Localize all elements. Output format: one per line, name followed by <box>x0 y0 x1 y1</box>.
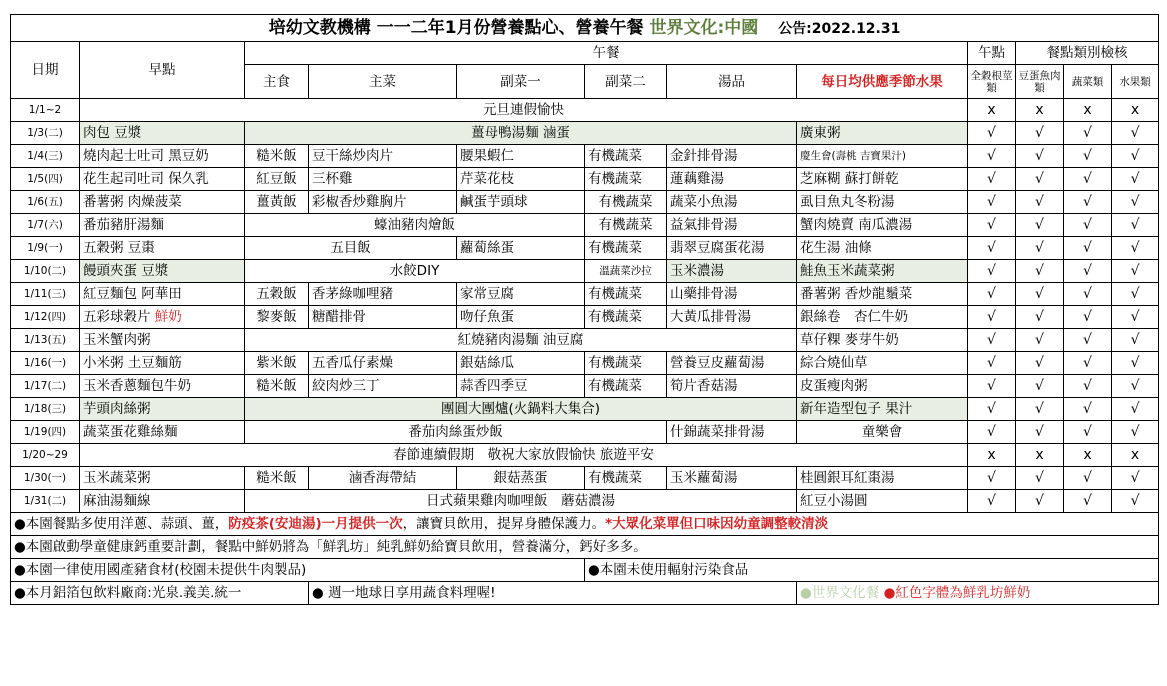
snack-cell: 銀絲卷 杏仁牛奶 <box>797 306 968 329</box>
header-main-dish: 主菜 <box>309 65 457 99</box>
header-breakfast: 早點 <box>80 42 245 99</box>
snack-cell: 番薯粥 香炒龍鬚菜 <box>797 283 968 306</box>
check-mark: √ <box>1016 168 1064 191</box>
breakfast-text: 番茄豬肝湯麵 <box>83 217 164 233</box>
menu-table <box>10 14 1159 605</box>
soup-cell: 蓮藕雞湯 <box>667 168 797 191</box>
menu-row <box>11 191 1159 214</box>
side1-cell: 蒜香四季豆 <box>457 375 585 398</box>
side2-cell: 有機蔬菜 <box>585 375 667 398</box>
notice-date: 公告:2022.12.31 <box>778 20 901 37</box>
breakfast-cell <box>80 191 245 214</box>
side2-cell: 有機蔬菜 <box>585 352 667 375</box>
check-mark: √ <box>968 260 1016 283</box>
main-dish-cell: 香茅綠咖哩豬 <box>309 283 457 306</box>
header-staple: 主食 <box>245 65 309 99</box>
check-mark: √ <box>1112 168 1159 191</box>
check-mark: x <box>1016 444 1064 467</box>
check-mark: √ <box>1016 145 1064 168</box>
lunch-cell: 日式蘋果雞肉咖哩飯 蘑菇濃湯 <box>245 490 797 513</box>
check-mark: √ <box>1064 191 1112 214</box>
holiday-cell: 元旦連假愉快 <box>80 99 968 122</box>
check-mark: √ <box>1064 122 1112 145</box>
footer-text: ，讓寶貝飲用，提昇身體保護力。 <box>402 516 606 532</box>
check-mark: x <box>1112 99 1159 122</box>
check-mark: √ <box>1064 467 1112 490</box>
legend-culture: ●世界文化餐 <box>800 585 880 601</box>
date-cell: 1/31(二) <box>11 490 80 513</box>
footer-text: ●本園餐點多使用洋蔥、蒜頭、薑， <box>14 516 229 532</box>
lunch-cell: 團圓大團爐(火鍋料大集合) <box>245 398 797 421</box>
breakfast-text: 麻油湯麵線 <box>83 493 151 509</box>
soup-cell: 營養豆皮蘿蔔湯 <box>667 352 797 375</box>
check-mark: √ <box>968 329 1016 352</box>
date-cell: 1/19(四) <box>11 421 80 444</box>
header-snack: 午點 <box>968 42 1016 65</box>
org-name: 培幼文教機構 <box>268 17 371 38</box>
check-mark: √ <box>1112 375 1159 398</box>
side1-cell: 芹菜花枝 <box>457 168 585 191</box>
header-check-grain: 全穀根莖類 <box>968 65 1016 99</box>
check-mark: √ <box>1016 421 1064 444</box>
lunch-cell: 薑母鴨湯麵 滷蛋 <box>245 122 797 145</box>
menu-row <box>11 122 1159 145</box>
snack-cell: 虱目魚丸冬粉湯 <box>797 191 968 214</box>
side2-cell: 有機蔬菜 <box>585 145 667 168</box>
side1-cell: 吻仔魚蛋 <box>457 306 585 329</box>
soup-cell: 筍片香菇湯 <box>667 375 797 398</box>
menu-row <box>11 99 1159 122</box>
date-cell: 1/18(三) <box>11 398 80 421</box>
footer-note-2: ●本園啟動學童健康鈣重要計劃，餐點中鮮奶將為「鮮乳坊」純乳鮮奶給寶貝飲用，營養滿分，鈣好多多。 <box>11 536 1159 559</box>
lunch-cell: 紅燒豬肉湯麵 油豆腐 <box>245 329 797 352</box>
staple-cell: 糙米飯 <box>245 467 309 490</box>
check-mark: √ <box>1112 352 1159 375</box>
staple-cell: 黎麥飯 <box>245 306 309 329</box>
date-cell: 1/17(二) <box>11 375 80 398</box>
footer-legend <box>797 582 1159 605</box>
breakfast-text: 燒肉起士吐司 黑豆奶 <box>83 148 209 164</box>
date-cell: 1/1~2 <box>11 99 80 122</box>
check-mark: √ <box>968 145 1016 168</box>
menu-row <box>11 168 1159 191</box>
date-cell: 1/13(五) <box>11 329 80 352</box>
snack-cell: 廣東粥 <box>797 122 968 145</box>
check-mark: x <box>1064 99 1112 122</box>
menu-row <box>11 283 1159 306</box>
breakfast-cell <box>80 237 245 260</box>
check-mark: √ <box>1112 467 1159 490</box>
date-cell: 1/7(六) <box>11 214 80 237</box>
breakfast-text: 五彩球穀片 <box>83 309 151 325</box>
side2-cell: 有機蔬菜 <box>585 168 667 191</box>
soup-cell: 蔬菜小魚湯 <box>667 191 797 214</box>
check-mark: √ <box>1112 191 1159 214</box>
menu-row <box>11 306 1159 329</box>
check-mark: √ <box>968 375 1016 398</box>
footer-note-4b: ● 週一地球日享用蔬食料理喔! <box>309 582 797 605</box>
date-cell: 1/16(一) <box>11 352 80 375</box>
check-mark: √ <box>1016 191 1064 214</box>
check-mark: √ <box>1064 260 1112 283</box>
header-check-veg: 蔬菜類 <box>1064 65 1112 99</box>
breakfast-text: 五穀粥 豆棗 <box>83 240 155 256</box>
check-mark: √ <box>1016 122 1064 145</box>
breakfast-cell <box>80 260 245 283</box>
soup-cell: 什錦蔬菜排骨湯 <box>667 421 797 444</box>
snack-cell: 蟹肉燒賣 南瓜濃湯 <box>797 214 968 237</box>
title-row <box>11 15 1159 42</box>
soup-cell: 玉米濃湯 <box>667 260 797 283</box>
check-mark: √ <box>1064 421 1112 444</box>
soup-cell: 山藥排骨湯 <box>667 283 797 306</box>
menu-sheet <box>10 14 1158 605</box>
main-dish-cell: 三杯雞 <box>309 168 457 191</box>
check-mark: √ <box>1064 306 1112 329</box>
breakfast-cell <box>80 490 245 513</box>
check-mark: √ <box>968 306 1016 329</box>
check-mark: √ <box>1064 352 1112 375</box>
check-mark: √ <box>1064 375 1112 398</box>
soup-cell: 翡翠豆腐蛋花湯 <box>667 237 797 260</box>
check-mark: √ <box>968 467 1016 490</box>
main-dish-cell: 五香瓜仔素燥 <box>309 352 457 375</box>
check-mark: √ <box>1112 260 1159 283</box>
check-mark: √ <box>968 237 1016 260</box>
menu-row <box>11 260 1159 283</box>
check-mark: √ <box>1112 145 1159 168</box>
check-mark: √ <box>968 421 1016 444</box>
header-side2: 副菜二 <box>585 65 667 99</box>
breakfast-text: 紅豆麵包 阿華田 <box>83 286 182 302</box>
header-date: 日期 <box>11 42 80 99</box>
breakfast-cell <box>80 398 245 421</box>
check-mark: √ <box>1112 122 1159 145</box>
header-check-protein: 豆蛋魚肉類 <box>1016 65 1064 99</box>
date-cell: 1/11(三) <box>11 283 80 306</box>
date-cell: 1/30(一) <box>11 467 80 490</box>
check-mark: √ <box>1016 214 1064 237</box>
title-cell <box>11 15 1159 42</box>
check-mark: √ <box>1112 421 1159 444</box>
snack-cell: 草仔粿 麥芽牛奶 <box>797 329 968 352</box>
breakfast-cell <box>80 306 245 329</box>
breakfast-text: 玉米蔬菜粥 <box>83 470 151 486</box>
breakfast-cell <box>80 329 245 352</box>
check-mark: x <box>968 444 1016 467</box>
header-snack-note: 每日均供應季節水果 <box>797 65 968 99</box>
footer-note-1 <box>11 513 1159 536</box>
footer-note-4a: ●本月鋁箔包飲料廠商:光泉.義美.統一 <box>11 582 309 605</box>
footer-line-3 <box>11 559 1159 582</box>
staple-cell: 糙米飯 <box>245 145 309 168</box>
side2-cell: 有機蔬菜 <box>585 467 667 490</box>
menu-row <box>11 375 1159 398</box>
breakfast-text: 肉包 豆漿 <box>83 125 142 141</box>
lunch-main-cell: 水餃DIY <box>245 260 585 283</box>
check-mark: x <box>1064 444 1112 467</box>
breakfast-cell <box>80 168 245 191</box>
snack-cell: 芝麻糊 蘇打餅乾 <box>797 168 968 191</box>
check-mark: √ <box>1016 352 1064 375</box>
side2-cell: 有機蔬菜 <box>585 191 667 214</box>
soup-cell: 金針排骨湯 <box>667 145 797 168</box>
soup-cell: 益氣排骨湯 <box>667 214 797 237</box>
breakfast-text: 饅頭夾蛋 豆漿 <box>83 263 169 279</box>
main-dish-cell: 滷香海帶結 <box>309 467 457 490</box>
date-cell: 1/6(五) <box>11 191 80 214</box>
menu-row <box>11 145 1159 168</box>
date-cell: 1/12(四) <box>11 306 80 329</box>
check-mark: √ <box>1016 375 1064 398</box>
breakfast-cell <box>80 467 245 490</box>
breakfast-cell <box>80 421 245 444</box>
check-mark: x <box>1112 444 1159 467</box>
check-mark: √ <box>1112 329 1159 352</box>
footer-note-3a: ●本園一律使用國產豬食材(校園未提供牛肉製品) <box>11 559 585 582</box>
snack-cell: 桂圓銀耳紅棗湯 <box>797 467 968 490</box>
side2-cell: 有機蔬菜 <box>585 306 667 329</box>
check-mark: x <box>1016 99 1064 122</box>
menu-row <box>11 490 1159 513</box>
lunch-main-cell: 五目飯 <box>245 237 457 260</box>
main-dish-cell: 糖醋排骨 <box>309 306 457 329</box>
check-mark: √ <box>968 283 1016 306</box>
check-mark: √ <box>1016 329 1064 352</box>
side1-cell: 蘿蔔絲蛋 <box>457 237 585 260</box>
date-cell: 1/9(一) <box>11 237 80 260</box>
check-mark: √ <box>1064 398 1112 421</box>
footer-note-3b: ●本園未使用輻射污染食品 <box>585 559 1159 582</box>
check-mark: √ <box>968 122 1016 145</box>
snack-cell: 皮蛋瘦肉粥 <box>797 375 968 398</box>
check-mark: √ <box>1016 398 1064 421</box>
footer-line-2 <box>11 536 1159 559</box>
date-cell: 1/3(二) <box>11 122 80 145</box>
side2-cell: 有機蔬菜 <box>585 283 667 306</box>
breakfast-cell <box>80 283 245 306</box>
soup-cell: 大黃瓜排骨湯 <box>667 306 797 329</box>
check-mark: √ <box>1112 398 1159 421</box>
check-mark: √ <box>1112 237 1159 260</box>
lunch-main-cell: 蠔油豬肉燴飯 <box>245 214 585 237</box>
main-dish-cell: 絞肉炒三丁 <box>309 375 457 398</box>
check-mark: √ <box>968 352 1016 375</box>
snack-cell: 紅豆小湯圓 <box>797 490 968 513</box>
side2-cell: 有機蔬菜 <box>585 214 667 237</box>
menu-row <box>11 214 1159 237</box>
snack-cell: 慶生會(壽桃 吉寶果汁) <box>797 145 968 168</box>
side1-cell: 腰果蝦仁 <box>457 145 585 168</box>
breakfast-cell <box>80 145 245 168</box>
check-mark: √ <box>1064 329 1112 352</box>
header-lunch: 午餐 <box>245 42 968 65</box>
side2-cell: 有機蔬菜 <box>585 237 667 260</box>
check-mark: x <box>968 99 1016 122</box>
menu-row <box>11 444 1159 467</box>
soup-cell: 玉米蘿蔔湯 <box>667 467 797 490</box>
date-cell: 1/20~29 <box>11 444 80 467</box>
header-soup: 湯品 <box>667 65 797 99</box>
fresh-milk-text: 鮮奶 <box>154 309 182 325</box>
staple-cell: 紫米飯 <box>245 352 309 375</box>
check-mark: √ <box>1016 490 1064 513</box>
breakfast-text: 蔬菜蛋花雞絲麵 <box>83 424 178 440</box>
side1-cell: 銀菇絲瓜 <box>457 352 585 375</box>
footer-red-text: 防疫茶(安迪湯)一月提供一次 <box>228 516 403 532</box>
date-cell: 1/5(四) <box>11 168 80 191</box>
breakfast-cell <box>80 122 245 145</box>
breakfast-cell <box>80 352 245 375</box>
menu-row <box>11 421 1159 444</box>
date-cell: 1/4(三) <box>11 145 80 168</box>
header-row-1 <box>11 42 1159 65</box>
footer-line-1 <box>11 513 1159 536</box>
snack-cell: 花生湯 油條 <box>797 237 968 260</box>
check-mark: √ <box>1016 306 1064 329</box>
breakfast-text: 玉米香蔥麵包牛奶 <box>83 378 191 394</box>
check-mark: √ <box>968 168 1016 191</box>
menu-row <box>11 352 1159 375</box>
check-mark: √ <box>1064 214 1112 237</box>
check-mark: √ <box>1064 237 1112 260</box>
legend-red: ●紅色字體為鮮乳坊鮮奶 <box>883 585 1031 601</box>
header-side1: 副菜一 <box>457 65 585 99</box>
staple-cell: 糙米飯 <box>245 375 309 398</box>
breakfast-text: 花生起司吐司 保久乳 <box>83 171 209 187</box>
side1-cell: 鹹蛋芋頭球 <box>457 191 585 214</box>
side1-cell: 家常豆腐 <box>457 283 585 306</box>
snack-cell: 新年造型包子 果汁 <box>797 398 968 421</box>
footer-line-4 <box>11 582 1159 605</box>
menu-row <box>11 398 1159 421</box>
lunch-main-cell: 番茄肉絲蛋炒飯 <box>245 421 667 444</box>
breakfast-text: 小米粥 土豆麵筋 <box>83 355 182 371</box>
menu-row <box>11 467 1159 490</box>
main-dish-cell: 豆干絲炒肉片 <box>309 145 457 168</box>
side1-cell: 銀菇蒸蛋 <box>457 467 585 490</box>
snack-cell: 鮭魚玉米蔬菜粥 <box>797 260 968 283</box>
staple-cell: 紅豆飯 <box>245 168 309 191</box>
check-mark: √ <box>968 191 1016 214</box>
check-mark: √ <box>1016 467 1064 490</box>
check-mark: √ <box>1016 237 1064 260</box>
check-mark: √ <box>968 398 1016 421</box>
breakfast-cell <box>80 214 245 237</box>
check-mark: √ <box>1064 145 1112 168</box>
menu-row <box>11 329 1159 352</box>
breakfast-text: 番薯粥 肉燥菠菜 <box>83 194 182 210</box>
breakfast-text: 芋頭肉絲粥 <box>83 401 151 417</box>
menu-title: 一一二年1月份營養點心、營養午餐 <box>376 17 644 38</box>
check-mark: √ <box>968 214 1016 237</box>
side2-cell: 溫蔬菜沙拉 <box>585 260 667 283</box>
holiday-cell: 春節連續假期 敬祝大家放假愉快 旅遊平安 <box>80 444 968 467</box>
footer-red-text: *大眾化菜單但口味因幼童調整較清淡 <box>605 516 829 532</box>
menu-row <box>11 237 1159 260</box>
culture-label: 世界文化:中國 <box>649 17 759 38</box>
check-mark: √ <box>1112 283 1159 306</box>
snack-cell: 童樂會 <box>797 421 968 444</box>
check-mark: √ <box>1064 283 1112 306</box>
snack-cell: 綜合燒仙草 <box>797 352 968 375</box>
check-mark: √ <box>1112 214 1159 237</box>
header-check-fruit: 水果類 <box>1112 65 1159 99</box>
staple-cell: 薑黃飯 <box>245 191 309 214</box>
date-cell: 1/10(二) <box>11 260 80 283</box>
check-mark: √ <box>1064 490 1112 513</box>
breakfast-text: 玉米蟹肉粥 <box>83 332 151 348</box>
check-mark: √ <box>1016 283 1064 306</box>
breakfast-cell <box>80 375 245 398</box>
header-check: 餐點類別檢核 <box>1016 42 1159 65</box>
main-dish-cell: 彩椒香炒雞胸片 <box>309 191 457 214</box>
check-mark: √ <box>1112 490 1159 513</box>
check-mark: √ <box>1016 260 1064 283</box>
check-mark: √ <box>1064 168 1112 191</box>
check-mark: √ <box>968 490 1016 513</box>
check-mark: √ <box>1112 306 1159 329</box>
staple-cell: 五穀飯 <box>245 283 309 306</box>
footer <box>11 513 1159 605</box>
